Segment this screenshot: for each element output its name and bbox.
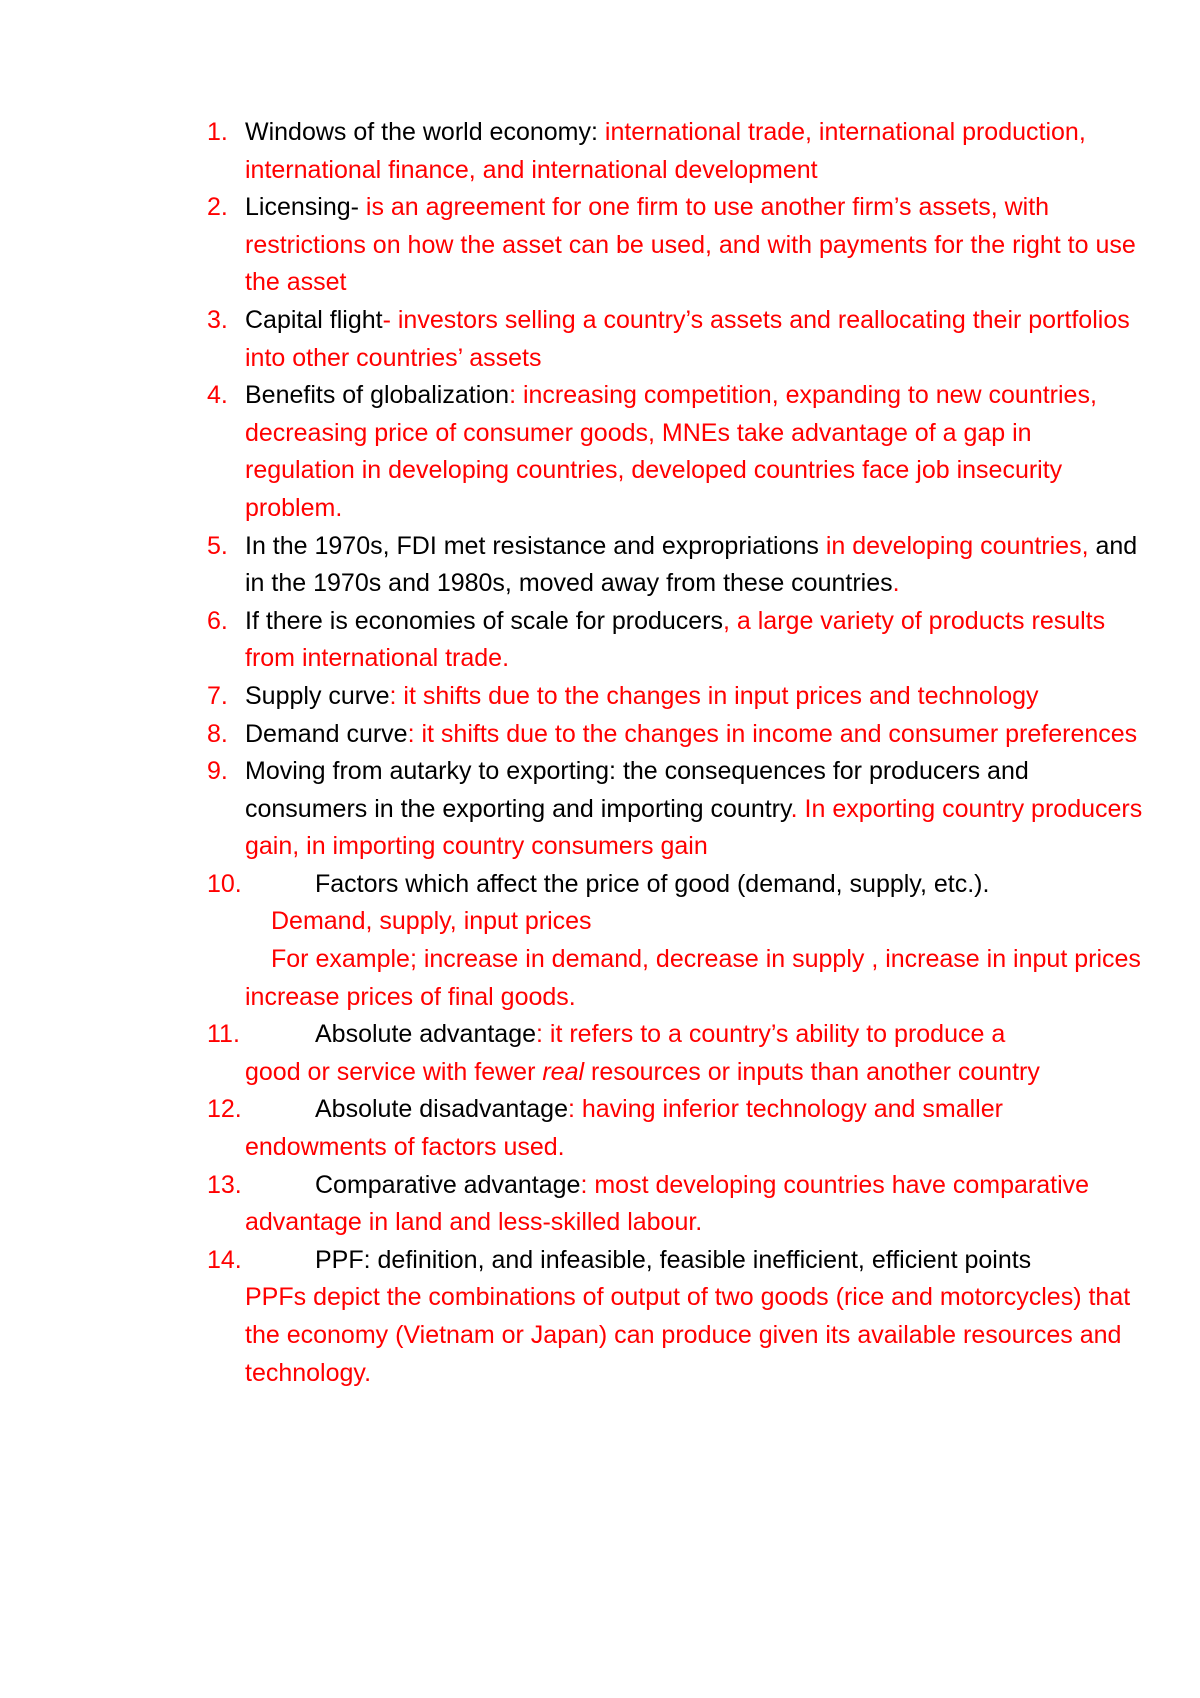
list-item xyxy=(207,1167,1147,1242)
list-item xyxy=(207,189,1147,302)
item-term: Absolute disadvantage xyxy=(315,1095,568,1124)
item-definition: , a large variety of products results from international trade. xyxy=(245,606,1106,673)
item-highlight: . xyxy=(892,569,900,598)
item-term: PPF: definition, and infeasible, feasible inefficient, efficient points xyxy=(315,1245,1032,1274)
list-item xyxy=(207,1016,1147,1091)
item-number: 8. xyxy=(207,719,228,748)
item-text-part: In the 1970s, FDI met resistance and expropriations xyxy=(245,531,826,560)
item-definition: PPFs depict the combinations of output of two goods (rice and motorcycles) that the economy (Vietnam or Japan) can produce given its available resources and technology. xyxy=(245,1283,1131,1387)
item-number: 5. xyxy=(207,531,228,560)
item-term: Supply curve xyxy=(245,681,390,710)
list-item xyxy=(207,114,1147,189)
item-definition: : most developing countries have comparative advantage in land and less-skilled labour. xyxy=(245,1170,1090,1237)
item-number: 11. xyxy=(207,1020,240,1049)
item-term: Benefits of globalization xyxy=(245,381,510,410)
item-answer-line: Demand, supply, input prices xyxy=(271,907,592,936)
item-example-line: For example; increase in demand, decrease in supply , increase in input prices increase prices of final goods. xyxy=(245,945,1141,1011)
item-term: Moving from autarky to exporting: the consequences for producers and consumers in the exporting and importing country xyxy=(245,757,1029,823)
list-item xyxy=(207,1091,1147,1166)
item-highlight: in developing countries, xyxy=(825,531,1089,560)
list-item xyxy=(207,866,1147,1016)
item-definition: investors selling a country’s assets and reallocating their portfolios into other countries’ assets xyxy=(245,305,1130,372)
item-separator: - xyxy=(382,305,398,334)
item-definition: : it refers to a country’s ability to produce a xyxy=(536,1020,1006,1049)
item-number: 3. xyxy=(207,305,228,334)
item-definition: is an agreement for one firm to use another firm’s assets, with restrictions on how the asset can be used, and with payments for the right to use the asset xyxy=(245,193,1136,297)
item-term: Factors which affect the price of good (demand, supply, etc.). xyxy=(315,869,990,898)
numbered-list xyxy=(207,114,1147,1392)
list-item xyxy=(207,716,1147,754)
item-number: 10. xyxy=(207,869,242,898)
item-text-part: and in the 1970s and 1980s, moved away from these countries xyxy=(245,531,1138,598)
item-term: Demand curve xyxy=(245,719,408,748)
item-number: 12. xyxy=(207,1095,242,1124)
item-definition: : increasing competition, expanding to new countries, decreasing price of consumer goods, MNEs take advantage of a gap in regulation in developing countries, developed countries face job insecurity problem. xyxy=(245,381,1097,522)
list-item xyxy=(207,302,1147,377)
list-item xyxy=(207,1242,1147,1392)
list-item xyxy=(207,528,1147,603)
list-item xyxy=(207,603,1147,678)
list-item xyxy=(207,678,1147,716)
item-number: 6. xyxy=(207,606,228,635)
item-number: 9. xyxy=(207,757,228,786)
item-definition: international trade, international production, international finance, and international development xyxy=(245,118,1086,184)
list-item xyxy=(207,753,1147,866)
item-term: Capital flight xyxy=(245,305,383,334)
item-definition: : it shifts due to the changes in input prices and technology xyxy=(389,681,1039,710)
item-definition: : it shifts due to the changes in income and consumer preferences xyxy=(407,719,1138,748)
list-item xyxy=(207,377,1147,527)
item-term: Windows of the world economy: xyxy=(245,118,605,146)
item-number: 1. xyxy=(207,118,228,146)
item-number: 14. xyxy=(207,1245,242,1274)
item-definition: resources or inputs than another country xyxy=(584,1057,1040,1086)
item-definition: : having inferior technology and smaller endowments of factors used. xyxy=(245,1095,1003,1162)
item-definition: good or service with fewer xyxy=(245,1057,543,1086)
item-number: 7. xyxy=(207,681,228,710)
item-term: If there is economies of scale for producers xyxy=(245,606,724,635)
item-term: Comparative advantage xyxy=(315,1170,581,1199)
item-definition: . In exporting country producers gain, in importing country consumers gain xyxy=(245,794,1143,861)
item-term: Licensing- xyxy=(245,193,366,222)
item-emphasis: real xyxy=(542,1057,585,1086)
item-term: Absolute advantage xyxy=(315,1020,537,1049)
item-number: 4. xyxy=(207,381,228,410)
item-number: 13. xyxy=(207,1170,242,1199)
item-number: 2. xyxy=(207,193,228,222)
